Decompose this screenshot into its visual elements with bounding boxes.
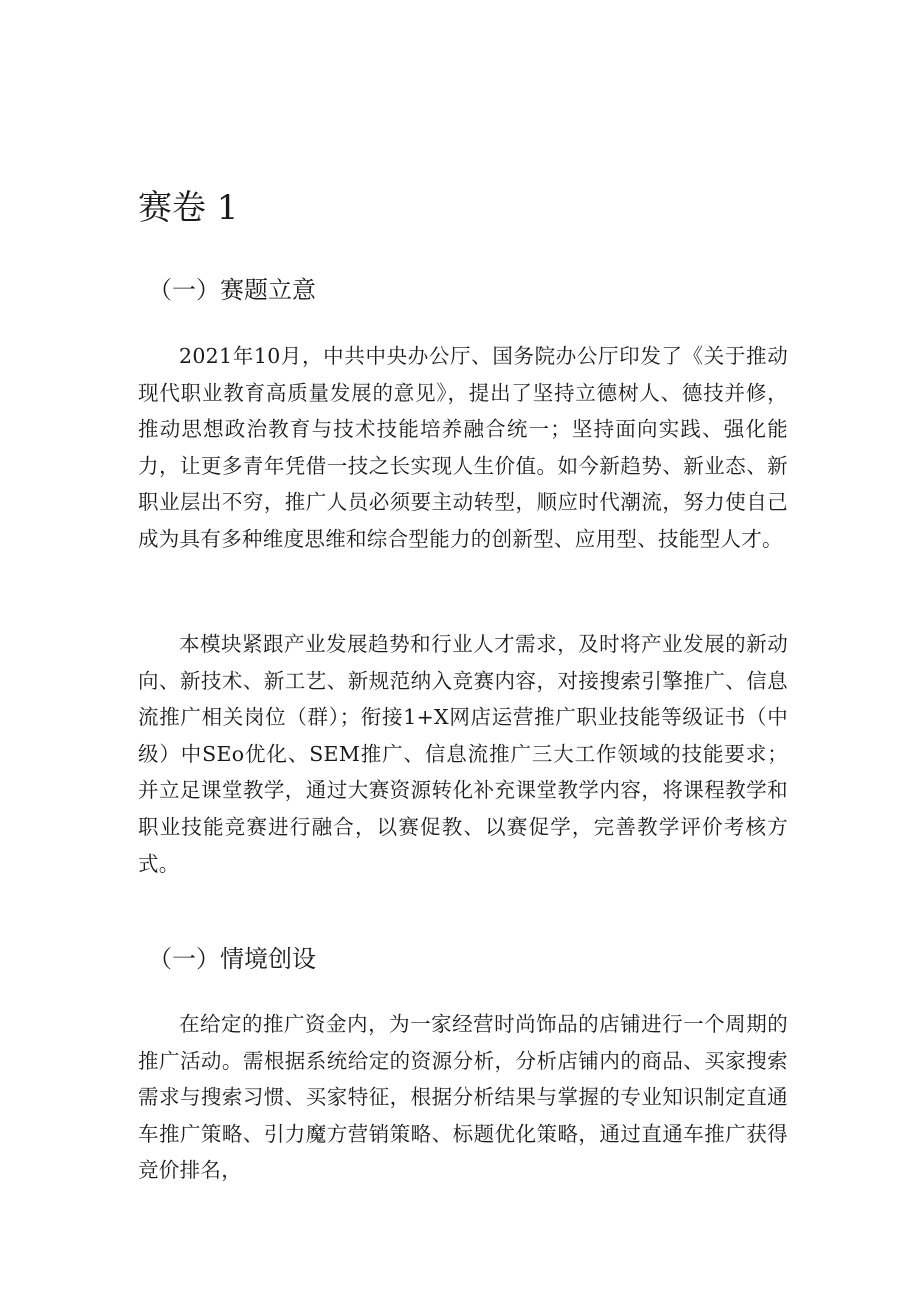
section-heading-scenario: （一）情境创设 xyxy=(148,945,316,973)
paragraph-scenario: 在给定的推广资金内，为一家经营时尚饰品的店铺进行一个周期的推广活动。需根据系统给定的资源分析，分析店铺内的商品、买家搜索需求与搜索习惯、买家特征，根据分析结果与掌握的专业知识制定直通车推广策略、引力魔方营销策略、标题优化策略，通过直通车推广获得竞价排名， xyxy=(138,1012,788,1183)
paragraph-policy-background: 2021年10月，中共中央办公厅、国务院办公厅印发了《关于推动现代职业教育高质量发展的意见》，提出了坚持立德树人、德技并修，推动思想政治教育与技术技能培养融合统一；坚持面向实践、强化能力，让更多青年凭借一技之长实现人生价值。如今新趋势、新业态、新职业层出不穷，推广人员必须要主动转型，顺应时代潮流，努力使自己成为具有多种维度思维和综合型能力的创新型、应用型、技能型人才。 xyxy=(138,344,788,551)
paragraph-module-description: 本模块紧跟产业发展趋势和行业人才需求，及时将产业发展的新动向、新技术、新工艺、新规范纳入竞赛内容，对接搜索引擎推广、信息流推广相关岗位（群）；衔接1+X网店运营推广职业技能等级证书（中级）中SEo优化、SEM推广、信息流推广三大工作领域的技能要求；并立足课堂教学，通过大赛资源转化补充课堂教学内容，将课程教学和职业技能竞赛进行融合，以赛促教、以赛促学，完善教学评价考核方式。 xyxy=(138,632,788,876)
section-heading-purpose: （一）赛题立意 xyxy=(148,276,316,304)
document-title: 赛卷 1 xyxy=(138,188,239,228)
